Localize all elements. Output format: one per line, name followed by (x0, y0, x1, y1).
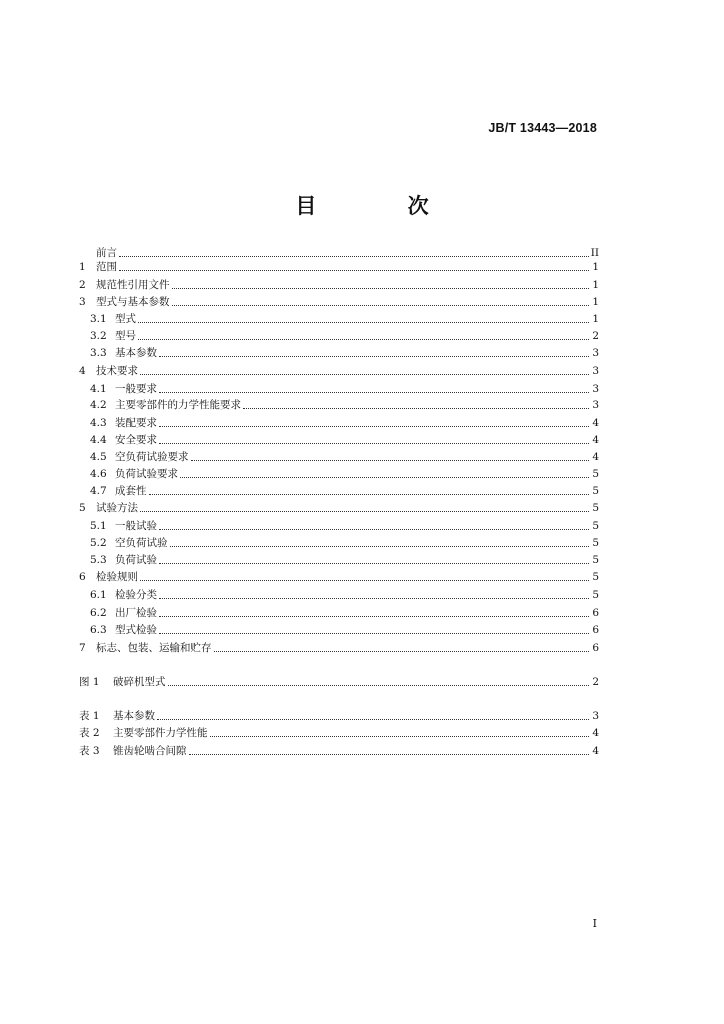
toc-entry-label: 主要零部件力学性能 (113, 727, 208, 739)
toc-entry-label: 型号 (115, 330, 136, 342)
toc-entry[interactable] (79, 278, 599, 292)
dot-leader (180, 477, 589, 478)
toc-entry-number: 5.2 (90, 537, 107, 549)
toc-entry-label: 一般试验 (115, 520, 157, 532)
toc-entry-page: II (590, 247, 599, 259)
toc-entry-number: 3 (79, 296, 86, 308)
toc-entry[interactable] (79, 536, 599, 550)
toc-entry-number: 4.7 (90, 485, 107, 497)
toc-entry-page: 5 (592, 485, 599, 497)
toc-entry-page: 5 (592, 571, 599, 583)
dot-leader (243, 408, 589, 409)
toc-entry-page: 6 (592, 607, 599, 619)
toc-entry-label: 基本参数 (113, 710, 155, 722)
toc-entry-page: 6 (592, 642, 599, 654)
dot-leader (191, 460, 590, 461)
toc-entry-label: 出厂检验 (115, 607, 157, 619)
toc-entry-number: 表 1 (79, 710, 100, 722)
dot-leader (140, 511, 589, 512)
toc-entry-label: 成套性 (115, 485, 147, 497)
page-number: I (592, 917, 597, 930)
toc-entry-page: 6 (592, 624, 599, 636)
toc-entry[interactable] (79, 484, 599, 498)
toc-entry-number: 4.1 (90, 383, 107, 395)
toc-entry-number: 3.1 (90, 313, 107, 325)
toc-entry-page: 2 (592, 330, 599, 342)
toc-entry-number: 6.1 (90, 589, 107, 601)
toc-entry-label: 试验方法 (96, 502, 138, 514)
dot-leader (119, 270, 589, 271)
toc-entry[interactable] (79, 416, 599, 430)
toc-entry[interactable] (79, 726, 599, 740)
toc-entry-label: 负荷试验 (115, 554, 157, 566)
toc-entry-number: 4.5 (90, 451, 107, 463)
toc-entry-label: 检验分类 (115, 589, 157, 601)
toc-entry-page: 5 (592, 554, 599, 566)
toc-entry-number: 4 (79, 365, 86, 377)
dot-leader (159, 633, 589, 634)
toc-entry-label: 破碎机型式 (113, 676, 166, 688)
toc-entry-label: 型式 (115, 313, 136, 325)
toc-entry[interactable] (79, 467, 599, 481)
dot-leader (119, 256, 589, 257)
toc-entry[interactable] (79, 641, 599, 655)
toc-entry-page: 3 (592, 383, 599, 395)
toc-entry[interactable] (79, 433, 599, 447)
toc-entry-label: 一般要求 (115, 383, 157, 395)
toc-entry[interactable] (79, 312, 599, 326)
toc-entry-number: 5.1 (90, 520, 107, 532)
toc-entry-number: 4.6 (90, 468, 107, 480)
toc-entry-label: 型式检验 (115, 624, 157, 636)
toc-entry-number: 5 (79, 502, 86, 514)
dot-leader (159, 356, 589, 357)
toc-entry-page: 3 (592, 399, 599, 411)
dot-leader (210, 736, 590, 737)
dot-leader (159, 443, 589, 444)
toc-entry-number: 2 (79, 279, 86, 291)
toc-entry-page: 5 (592, 520, 599, 532)
dot-leader (159, 529, 589, 530)
dot-leader (159, 598, 589, 599)
dot-leader (140, 374, 589, 375)
toc-entry-label: 锥齿轮啮合间隙 (113, 745, 187, 757)
dot-leader (159, 426, 589, 427)
dot-leader (149, 494, 590, 495)
toc-entry-number: 4.2 (90, 399, 107, 411)
dot-leader (189, 754, 590, 755)
dot-leader (157, 719, 589, 720)
toc-entry[interactable] (79, 260, 599, 274)
toc-entry-page: 4 (592, 451, 599, 463)
toc-entry-number: 3.2 (90, 330, 107, 342)
toc-entry[interactable] (79, 346, 599, 360)
toc-entry-number: 表 2 (79, 727, 100, 739)
toc-entry[interactable] (79, 450, 599, 464)
toc-entry[interactable] (79, 295, 599, 309)
toc-entry-page: 5 (592, 537, 599, 549)
toc-entry-page: 4 (592, 745, 599, 757)
toc-entry-label: 型式与基本参数 (96, 296, 170, 308)
toc-entry-label: 技术要求 (96, 365, 138, 377)
toc-entry-page: 1 (592, 313, 599, 325)
toc-entry-number: 6.3 (90, 624, 107, 636)
toc-entry-page: 5 (592, 502, 599, 514)
toc-entry-page: 4 (592, 727, 599, 739)
toc-entry[interactable] (79, 623, 599, 637)
dot-leader (159, 563, 589, 564)
dot-leader (140, 580, 589, 581)
toc-entry[interactable] (79, 675, 599, 689)
toc-entry-page: 5 (592, 468, 599, 480)
toc-entry-number: 4.3 (90, 417, 107, 429)
toc-entry-label: 规范性引用文件 (96, 279, 170, 291)
toc-entry[interactable] (79, 501, 599, 515)
toc-entry[interactable] (79, 744, 599, 758)
toc-entry-number: 7 (79, 642, 86, 654)
dot-leader (170, 546, 590, 547)
toc-entry[interactable] (79, 553, 599, 567)
toc-entry-number: 图 1 (79, 676, 100, 688)
toc-entry-label: 前言 (96, 247, 117, 259)
toc-entry[interactable] (79, 364, 599, 378)
page-title: 目 次 (295, 193, 471, 218)
toc-entry-number: 1 (79, 261, 86, 273)
toc-entry-number: 4.4 (90, 434, 107, 446)
toc-entry-page: 3 (592, 365, 599, 377)
toc-entry-label: 标志、包装、运输和贮存 (96, 642, 212, 654)
toc-entry[interactable] (79, 519, 599, 533)
toc-entry-label: 范围 (96, 261, 117, 273)
toc-entry-label: 基本参数 (115, 347, 157, 359)
toc-entry-label: 装配要求 (115, 417, 157, 429)
dot-leader (138, 339, 589, 340)
toc-entry-page: 5 (592, 589, 599, 601)
toc-entry-page: 4 (592, 417, 599, 429)
toc-entry[interactable] (79, 246, 599, 260)
toc-entry[interactable] (79, 709, 599, 723)
toc-entry-page: 4 (592, 434, 599, 446)
toc-entry-number: 表 3 (79, 745, 100, 757)
toc-entry-label: 空负荷试验要求 (115, 451, 189, 463)
dot-leader (172, 288, 590, 289)
standard-code: JB/T 13443—2018 (488, 121, 597, 135)
dot-leader (138, 322, 589, 323)
toc-entry-page: 3 (592, 710, 599, 722)
toc-entry-label: 空负荷试验 (115, 537, 168, 549)
toc-entry[interactable] (79, 382, 599, 396)
toc-entry-number: 3.3 (90, 347, 107, 359)
toc-entry-page: 2 (592, 676, 599, 688)
toc-entry-number: 6 (79, 571, 86, 583)
toc-entry[interactable] (79, 570, 599, 584)
toc-entry-page: 3 (592, 347, 599, 359)
dot-leader (214, 651, 590, 652)
toc-entry[interactable] (79, 588, 599, 602)
toc-entry-number: 5.3 (90, 554, 107, 566)
dot-leader (172, 305, 590, 306)
toc-entry-number: 6.2 (90, 607, 107, 619)
toc-entry-page: 1 (592, 296, 599, 308)
toc-entry[interactable] (79, 606, 599, 620)
toc-entry-label: 主要零部件的力学性能要求 (115, 399, 241, 411)
toc-entry[interactable] (79, 329, 599, 343)
toc-entry-page: 1 (592, 261, 599, 273)
toc-entry-label: 负荷试验要求 (115, 468, 178, 480)
toc-entry-label: 安全要求 (115, 434, 157, 446)
dot-leader (159, 616, 589, 617)
toc-entry-page: 1 (592, 279, 599, 291)
toc-entry[interactable] (79, 398, 599, 412)
toc-entry-label: 检验规则 (96, 571, 138, 583)
dot-leader (168, 685, 590, 686)
dot-leader (159, 392, 589, 393)
